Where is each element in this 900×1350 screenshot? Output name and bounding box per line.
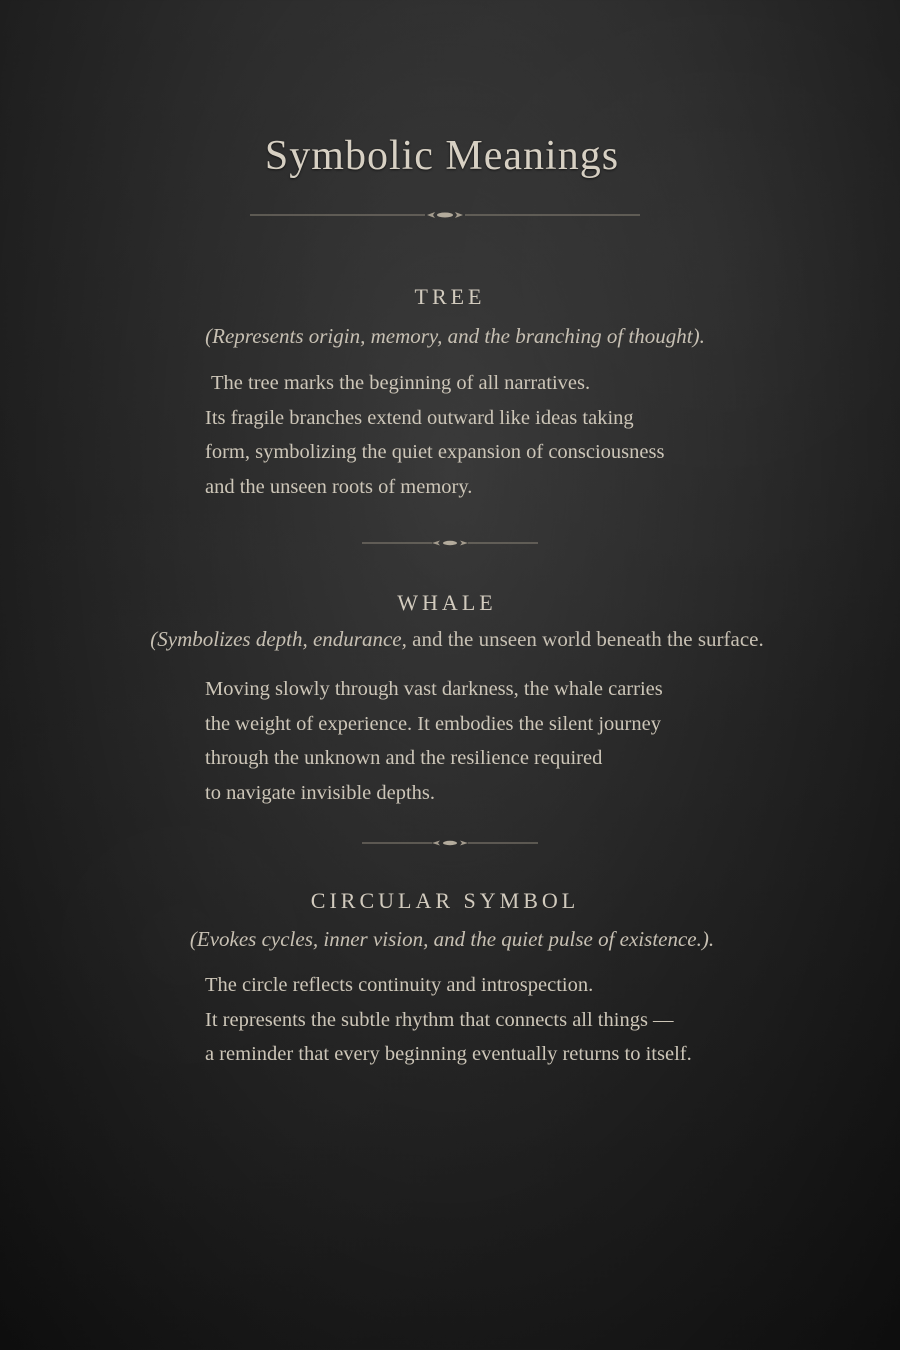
subtitle-italic-part: (Symbolizes depth, endurance, [150,627,407,651]
body-line: through the unknown and the resilience required [205,747,603,769]
section-subtitle-circular-symbol: (Evokes cycles, inner vision, and the quiet pulse of existence.). [189,927,715,951]
body-line: Its fragile branches extend outward like ideas taking [205,406,634,429]
section-body-tree [205,366,825,504]
section-divider [360,536,540,550]
body-line: The tree marks the beginning of all narratives. [211,372,591,394]
section-body-whale [205,672,825,810]
section-divider [360,836,540,850]
body-line: The circle reflects continuity and introspection. [205,974,594,996]
body-line: and the unseen roots of memory. [205,475,473,498]
page-title: Symbolic Meanings [264,133,620,179]
body-line: It represents the subtle rhythm that connects all things — [205,1008,674,1031]
body-line: form, symbolizing the quiet expansion of consciousness [205,441,665,463]
body-line: Moving slowly through vast darkness, the whale carries [205,678,663,700]
section-body-circular-symbol [205,968,825,1072]
subtitle-upright-part: and the unseen world beneath the surface. [406,627,764,651]
title-divider [245,207,645,223]
section-subtitle-whale [7,627,900,652]
section-subtitle-tree: (Represents origin, memory, and the branching of thought). [205,324,705,348]
body-line: a reminder that every beginning eventually returns to itself. [205,1043,692,1065]
body-line: to navigate invisible depths. [205,781,436,804]
section-heading-whale: WHALE [397,590,497,615]
body-line: the weight of experience. It embodies the silent journey [205,712,661,735]
section-heading-tree: TREE [414,284,486,309]
section-heading-circular-symbol: CIRCULAR SYMBOL [310,888,580,913]
